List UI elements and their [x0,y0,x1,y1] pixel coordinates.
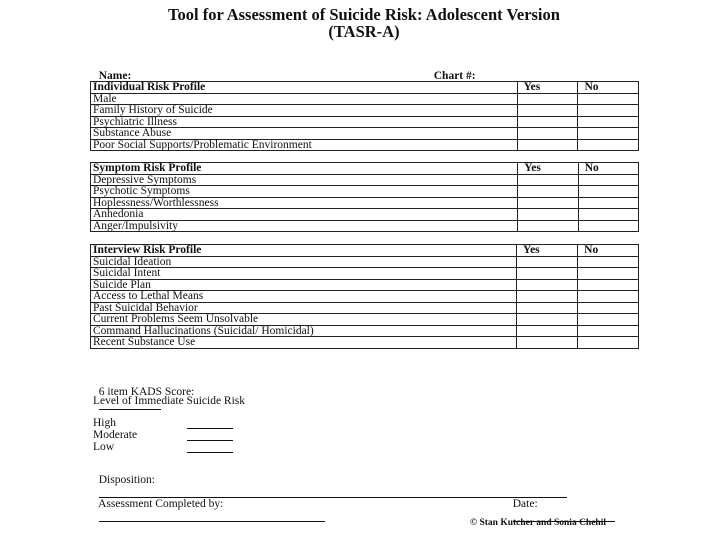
yes-cell[interactable] [517,105,578,117]
yes-cell[interactable] [518,186,579,198]
risk-level-moderate-label: Moderate [93,429,138,441]
symptom-risk-table [90,162,639,232]
yes-cell[interactable] [517,256,578,268]
risk-item: Psychotic Symptoms [91,186,518,198]
no-cell[interactable] [578,209,638,221]
risk-item: Male [91,93,518,105]
risk-item: Suicide Plan [91,279,517,291]
yes-cell[interactable] [518,174,579,186]
section-heading: Interview Risk Profile [91,245,517,257]
form-title: Tool for Assessment of Suicide Risk: Adolescent Version [168,5,560,24]
risk-item: Recent Substance Use [91,337,517,349]
no-cell[interactable] [578,105,639,117]
risk-level-heading: Level of Immediate Suicide Risk [93,395,246,407]
risk-level-moderate-blank[interactable] [187,429,233,441]
risk-item: Current Problems Seem Unsolvable [91,314,517,326]
table-row [91,325,639,337]
completed-by-label: Assessment Completed by: [98,498,224,510]
no-cell[interactable] [578,197,638,209]
no-cell[interactable] [578,174,638,186]
no-cell[interactable] [578,314,639,326]
risk-item: Hoplessness/Worthlessness [91,197,518,209]
yes-header: Yes [518,163,579,175]
kads-score-label: 6 item KADS Score: [98,386,195,398]
yes-cell[interactable] [517,116,578,128]
risk-item: Past Suicidal Behavior [91,302,517,314]
interview-risk-table [90,244,639,349]
yes-cell[interactable] [517,302,578,314]
table-row [91,174,639,186]
yes-cell[interactable] [517,139,578,151]
table-header-row [91,163,639,175]
table-row [91,93,639,105]
risk-level-low-label: Low [93,441,115,453]
risk-item: Access to Lethal Means [91,291,517,303]
yes-cell[interactable] [517,279,578,291]
yes-cell[interactable] [517,325,578,337]
table-row [91,139,639,151]
yes-cell[interactable] [518,197,579,209]
table-row [91,291,639,303]
risk-item: Suicidal Intent [91,268,517,280]
no-cell[interactable] [578,220,638,232]
yes-header: Yes [517,245,578,257]
no-cell[interactable] [578,256,639,268]
table-row [91,279,639,291]
table-row [91,337,639,349]
no-cell[interactable] [578,128,639,140]
no-header: No [578,82,639,94]
disposition-label: Disposition: [98,474,155,486]
no-cell[interactable] [578,337,639,349]
no-cell[interactable] [578,279,639,291]
risk-item: Substance Abuse [91,128,518,140]
no-cell[interactable] [578,325,639,337]
section-heading: Individual Risk Profile [91,82,518,94]
completed-by-blank[interactable] [99,510,325,522]
yes-cell[interactable] [517,93,578,105]
table-row [91,116,639,128]
name-label: Name: [98,70,132,82]
yes-cell[interactable] [517,291,578,303]
no-header: No [578,245,639,257]
chart-number-label: Chart #: [433,70,476,82]
risk-item: Psychiatric Illness [91,116,518,128]
no-header: No [578,163,638,175]
table-row [91,209,639,221]
table-row [91,302,639,314]
yes-cell[interactable] [517,128,578,140]
table-row [91,268,639,280]
no-cell[interactable] [578,139,639,151]
no-cell[interactable] [578,116,639,128]
form-subtitle: (TASR-A) [328,22,400,41]
date-label: Date: [512,498,538,510]
yes-cell[interactable] [517,314,578,326]
risk-item: Poor Social Supports/Problematic Environment [91,139,518,151]
yes-header: Yes [517,82,578,94]
risk-item: Depressive Symptoms [91,174,518,186]
table-row [91,105,639,117]
kads-score-field[interactable] [93,374,194,413]
individual-risk-table [90,81,639,151]
yes-cell[interactable] [517,337,578,349]
no-cell[interactable] [578,268,639,280]
section-heading: Symptom Risk Profile [91,163,518,175]
no-cell[interactable] [578,93,639,105]
yes-cell[interactable] [517,268,578,280]
risk-item: Suicidal Ideation [91,256,517,268]
risk-level-low-blank[interactable] [187,441,233,453]
no-cell[interactable] [578,291,639,303]
risk-item: Command Hallucinations (Suicidal/ Homicidal) [91,325,517,337]
risk-level-high-blank[interactable] [187,417,233,429]
risk-level-high-label: High [93,417,116,429]
yes-cell[interactable] [518,220,579,232]
completed-by-field[interactable] [93,486,325,525]
risk-item: Family History of Suicide [91,105,518,117]
table-row [91,128,639,140]
yes-cell[interactable] [518,209,579,221]
table-row [91,186,639,198]
no-cell[interactable] [578,186,638,198]
table-header-row [91,245,639,257]
risk-item: Anhedonia [91,209,518,221]
table-header-row [91,82,639,94]
no-cell[interactable] [578,302,639,314]
risk-item: Anger/Impulsivity [91,220,518,232]
table-row [91,314,639,326]
table-row [91,220,639,232]
table-row [91,197,639,209]
copyright-notice: © Stan Kutcher and Sonia Chehil [470,518,606,528]
table-row [91,256,639,268]
